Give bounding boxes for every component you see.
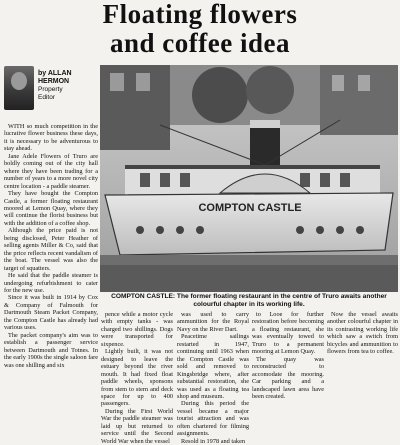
- paragraph: Lightly built, it was not designed to leave the estuary beyond the river mouth. It had fixed float paddle wheels, sponsons from stem to stern and deck space for up to 400 passengers.: [101, 348, 173, 408]
- article-column-2: [101, 311, 173, 445]
- headline-line-2: and coffee idea: [110, 28, 290, 58]
- headline: [0, 0, 400, 62]
- paragraph: to Looe for further restoration before becoming a floating restaurant, she was eventually towed to Truro to a permanent mooring at Lemon Quay.: [252, 311, 324, 356]
- byline: [4, 66, 102, 120]
- article-column-5: [327, 311, 398, 438]
- byline-role-1: Property: [38, 86, 63, 93]
- paragraph: During this period the vessel became a major tourist attraction and was often chartered for filming assignments.: [177, 400, 249, 438]
- boat-name-text: COMPTON CASTLE: [198, 202, 302, 214]
- paragraph: The quay was reconstructed to accomodate the mooring. Car parking and a landscaped lawn area have been created.: [252, 355, 324, 400]
- caption-text: The former floating restaurant in the centre of Truro awaits another colourful chapter in its working life.: [175, 293, 387, 308]
- article-column-4: [252, 311, 324, 438]
- paragraph: During the First World War the paddle steamer was laid up but returned to service until the Second World War when the vessel: [101, 407, 173, 445]
- author-photo: [4, 66, 34, 110]
- paragraph: Although the price paid is not being disclosed, Peter Heather of selling agents Miller & Co, said that the price reflects recent vandalism of the boat. The vessel was also the target of squatters.: [4, 227, 98, 272]
- article-column-1: [4, 123, 98, 437]
- paragraph: They have bought the Compton Castle, a former floating restaurant moored at Lemon Quay, where they will continue the florist business but with the addition of a coffee shop.: [4, 190, 98, 227]
- byline-by: by ALLAN: [38, 70, 72, 77]
- paragraph: The packet company's aim was to establish a passenger service between Dartmouth and Totnes. In the early 1900s the single saloon fare was one shilling and six: [4, 331, 98, 369]
- byline-name: HERMON: [38, 78, 70, 85]
- headline-line-1: Floating flowers: [102, 0, 298, 29]
- paragraph: WITH so much competition in the lucrative flower business these days, it is necessary to be adventurous to stay ahead.: [4, 123, 98, 153]
- paragraph: Now the vessel awaits another colourful chapter in its contrasting working life which saw a switch from bicycles and ammunition to flowers from tea to coffee.: [327, 311, 398, 356]
- paragraph: pence while a motor cycle with empty tanks - was charged two shillings. Dogs were transported for sixpence.: [101, 311, 173, 348]
- paragraph: Since it was built in 1914 by Cox & Company of Falmouth for Dartmouth Steam Packet Company, the Compton Castle has already had various uses.: [4, 294, 98, 332]
- caption-lead: COMPTON CASTLE:: [111, 293, 176, 300]
- photo-caption: [100, 293, 398, 309]
- photo-compton-castle: [100, 65, 398, 292]
- news-photo: [100, 65, 398, 292]
- byline-text: [38, 70, 102, 102]
- paragraph: Resold in 1978 and taken: [181, 437, 246, 445]
- article-column-3: [177, 311, 249, 445]
- paragraph: was used to carry ammunition for the Royal Navy on the River Dart.: [177, 311, 249, 333]
- paragraph: Peacetime sailings restarted in 1947, continuing until 1963 when the Compton Castle was sold and removed to Kingsbridge where, after substantial restoration, she was used as a floating tea shop and museum.: [177, 333, 249, 400]
- byline-role-2: Editor: [38, 94, 55, 101]
- paragraph: He said that the paddle steamer is undergoing refurbishment to cater for the new use.: [4, 272, 98, 294]
- paragraph: Jane Adele Flowers of Truro are boldly coming out of the city hall where they have been trading for a number of years to a more novel city centre location - a paddle steamer.: [4, 152, 98, 190]
